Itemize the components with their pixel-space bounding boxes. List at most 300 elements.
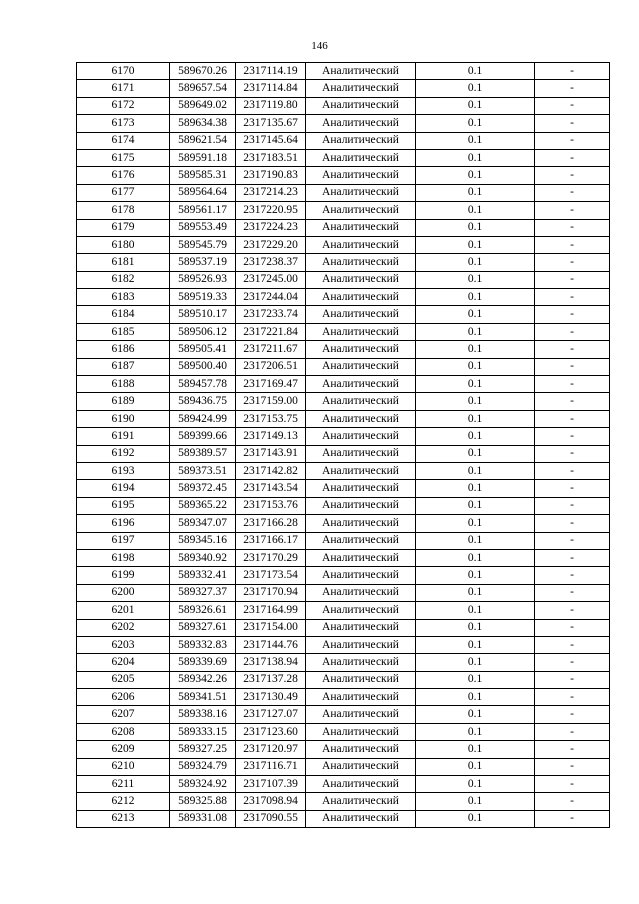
table-row — [77, 706, 610, 723]
point-number-cell: 6211 — [77, 776, 170, 793]
method-cell: Аналитический — [306, 115, 416, 132]
y-coordinate-cell: 2317137.28 — [236, 671, 306, 688]
accuracy-cell: 0.1 — [416, 149, 535, 166]
accuracy-cell: 0.1 — [416, 654, 535, 671]
method-cell: Аналитический — [306, 515, 416, 532]
point-number-cell: 6196 — [77, 515, 170, 532]
method-cell: Аналитический — [306, 689, 416, 706]
table-row — [77, 758, 610, 775]
table-row — [77, 532, 610, 549]
x-coordinate-cell: 589399.66 — [170, 428, 236, 445]
method-cell: Аналитический — [306, 810, 416, 827]
y-coordinate-cell: 2317144.76 — [236, 636, 306, 653]
point-number-cell: 6171 — [77, 80, 170, 97]
method-cell: Аналитический — [306, 532, 416, 549]
x-coordinate-cell: 589424.99 — [170, 410, 236, 427]
note-cell: - — [535, 602, 610, 619]
method-cell: Аналитический — [306, 619, 416, 636]
accuracy-cell: 0.1 — [416, 358, 535, 375]
note-cell: - — [535, 115, 610, 132]
accuracy-cell: 0.1 — [416, 80, 535, 97]
accuracy-cell: 0.1 — [416, 793, 535, 810]
point-number-cell: 6179 — [77, 219, 170, 236]
accuracy-cell: 0.1 — [416, 723, 535, 740]
point-number-cell: 6184 — [77, 306, 170, 323]
y-coordinate-cell: 2317170.29 — [236, 549, 306, 566]
table-row — [77, 202, 610, 219]
method-cell: Аналитический — [306, 289, 416, 306]
point-number-cell: 6194 — [77, 480, 170, 497]
table-row — [77, 115, 610, 132]
method-cell: Аналитический — [306, 654, 416, 671]
method-cell: Аналитический — [306, 723, 416, 740]
point-number-cell: 6199 — [77, 567, 170, 584]
x-coordinate-cell: 589585.31 — [170, 167, 236, 184]
x-coordinate-cell: 589526.93 — [170, 271, 236, 288]
table-row — [77, 567, 610, 584]
point-number-cell: 6189 — [77, 393, 170, 410]
note-cell: - — [535, 515, 610, 532]
y-coordinate-cell: 2317159.00 — [236, 393, 306, 410]
y-coordinate-cell: 2317149.13 — [236, 428, 306, 445]
y-coordinate-cell: 2317220.95 — [236, 202, 306, 219]
accuracy-cell: 0.1 — [416, 445, 535, 462]
note-cell: - — [535, 202, 610, 219]
point-number-cell: 6181 — [77, 254, 170, 271]
method-cell: Аналитический — [306, 202, 416, 219]
x-coordinate-cell: 589372.45 — [170, 480, 236, 497]
table-row — [77, 584, 610, 601]
point-number-cell: 6190 — [77, 410, 170, 427]
table-row — [77, 793, 610, 810]
y-coordinate-cell: 2317153.75 — [236, 410, 306, 427]
method-cell: Аналитический — [306, 462, 416, 479]
method-cell: Аналитический — [306, 358, 416, 375]
y-coordinate-cell: 2317154.00 — [236, 619, 306, 636]
note-cell: - — [535, 445, 610, 462]
method-cell: Аналитический — [306, 167, 416, 184]
method-cell: Аналитический — [306, 149, 416, 166]
table-row — [77, 184, 610, 201]
x-coordinate-cell: 589345.16 — [170, 532, 236, 549]
point-number-cell: 6202 — [77, 619, 170, 636]
method-cell: Аналитический — [306, 341, 416, 358]
accuracy-cell: 0.1 — [416, 376, 535, 393]
method-cell: Аналитический — [306, 132, 416, 149]
note-cell: - — [535, 393, 610, 410]
method-cell: Аналитический — [306, 63, 416, 80]
y-coordinate-cell: 2317206.51 — [236, 358, 306, 375]
accuracy-cell: 0.1 — [416, 706, 535, 723]
y-coordinate-cell: 2317244.04 — [236, 289, 306, 306]
table-row — [77, 445, 610, 462]
y-coordinate-cell: 2317090.55 — [236, 810, 306, 827]
table-row — [77, 358, 610, 375]
accuracy-cell: 0.1 — [416, 810, 535, 827]
accuracy-cell: 0.1 — [416, 132, 535, 149]
point-number-cell: 6180 — [77, 236, 170, 253]
x-coordinate-cell: 589670.26 — [170, 63, 236, 80]
point-number-cell: 6188 — [77, 376, 170, 393]
point-number-cell: 6182 — [77, 271, 170, 288]
table-row — [77, 219, 610, 236]
accuracy-cell: 0.1 — [416, 184, 535, 201]
point-number-cell: 6195 — [77, 497, 170, 514]
x-coordinate-cell: 589365.22 — [170, 497, 236, 514]
note-cell: - — [535, 810, 610, 827]
method-cell: Аналитический — [306, 445, 416, 462]
x-coordinate-cell: 589649.02 — [170, 97, 236, 114]
x-coordinate-cell: 589327.37 — [170, 584, 236, 601]
note-cell: - — [535, 97, 610, 114]
x-coordinate-cell: 589519.33 — [170, 289, 236, 306]
table-row — [77, 271, 610, 288]
table-row — [77, 80, 610, 97]
x-coordinate-cell: 589591.18 — [170, 149, 236, 166]
y-coordinate-cell: 2317130.49 — [236, 689, 306, 706]
point-number-cell: 6193 — [77, 462, 170, 479]
accuracy-cell: 0.1 — [416, 115, 535, 132]
table-row — [77, 636, 610, 653]
note-cell: - — [535, 167, 610, 184]
table-row — [77, 810, 610, 827]
y-coordinate-cell: 2317224.23 — [236, 219, 306, 236]
y-coordinate-cell: 2317098.94 — [236, 793, 306, 810]
method-cell: Аналитический — [306, 636, 416, 653]
table-row — [77, 254, 610, 271]
table-row — [77, 289, 610, 306]
x-coordinate-cell: 589338.16 — [170, 706, 236, 723]
accuracy-cell: 0.1 — [416, 741, 535, 758]
table-row — [77, 306, 610, 323]
x-coordinate-cell: 589342.26 — [170, 671, 236, 688]
table-row — [77, 776, 610, 793]
method-cell: Аналитический — [306, 376, 416, 393]
table-row — [77, 671, 610, 688]
accuracy-cell: 0.1 — [416, 167, 535, 184]
y-coordinate-cell: 2317116.71 — [236, 758, 306, 775]
table-row — [77, 515, 610, 532]
note-cell: - — [535, 132, 610, 149]
note-cell: - — [535, 289, 610, 306]
x-coordinate-cell: 589331.08 — [170, 810, 236, 827]
accuracy-cell: 0.1 — [416, 776, 535, 793]
method-cell: Аналитический — [306, 671, 416, 688]
accuracy-cell: 0.1 — [416, 63, 535, 80]
x-coordinate-cell: 589505.41 — [170, 341, 236, 358]
x-coordinate-cell: 589537.19 — [170, 254, 236, 271]
y-coordinate-cell: 2317170.94 — [236, 584, 306, 601]
y-coordinate-cell: 2317143.91 — [236, 445, 306, 462]
y-coordinate-cell: 2317238.37 — [236, 254, 306, 271]
table-row — [77, 167, 610, 184]
x-coordinate-cell: 589341.51 — [170, 689, 236, 706]
point-number-cell: 6174 — [77, 132, 170, 149]
x-coordinate-cell: 589545.79 — [170, 236, 236, 253]
point-number-cell: 6210 — [77, 758, 170, 775]
note-cell: - — [535, 358, 610, 375]
method-cell: Аналитический — [306, 793, 416, 810]
method-cell: Аналитический — [306, 480, 416, 497]
table-row — [77, 63, 610, 80]
note-cell: - — [535, 671, 610, 688]
note-cell: - — [535, 654, 610, 671]
accuracy-cell: 0.1 — [416, 758, 535, 775]
table-row — [77, 462, 610, 479]
table-row — [77, 376, 610, 393]
table-row — [77, 132, 610, 149]
point-number-cell: 6187 — [77, 358, 170, 375]
note-cell: - — [535, 219, 610, 236]
x-coordinate-cell: 589332.83 — [170, 636, 236, 653]
y-coordinate-cell: 2317135.67 — [236, 115, 306, 132]
y-coordinate-cell: 2317190.83 — [236, 167, 306, 184]
method-cell: Аналитический — [306, 184, 416, 201]
table-row — [77, 480, 610, 497]
accuracy-cell: 0.1 — [416, 689, 535, 706]
note-cell: - — [535, 341, 610, 358]
note-cell: - — [535, 619, 610, 636]
y-coordinate-cell: 2317214.23 — [236, 184, 306, 201]
accuracy-cell: 0.1 — [416, 462, 535, 479]
table-row — [77, 689, 610, 706]
note-cell: - — [535, 567, 610, 584]
note-cell: - — [535, 549, 610, 566]
table-row — [77, 619, 610, 636]
coordinates-table — [76, 62, 610, 828]
note-cell: - — [535, 376, 610, 393]
method-cell: Аналитический — [306, 80, 416, 97]
point-number-cell: 6197 — [77, 532, 170, 549]
note-cell: - — [535, 636, 610, 653]
table-row — [77, 410, 610, 427]
note-cell: - — [535, 271, 610, 288]
accuracy-cell: 0.1 — [416, 323, 535, 340]
accuracy-cell: 0.1 — [416, 306, 535, 323]
x-coordinate-cell: 589621.54 — [170, 132, 236, 149]
note-cell: - — [535, 497, 610, 514]
x-coordinate-cell: 589324.79 — [170, 758, 236, 775]
point-number-cell: 6209 — [77, 741, 170, 758]
accuracy-cell: 0.1 — [416, 97, 535, 114]
y-coordinate-cell: 2317123.60 — [236, 723, 306, 740]
y-coordinate-cell: 2317173.54 — [236, 567, 306, 584]
point-number-cell: 6201 — [77, 602, 170, 619]
x-coordinate-cell: 589657.54 — [170, 80, 236, 97]
x-coordinate-cell: 589564.64 — [170, 184, 236, 201]
point-number-cell: 6204 — [77, 654, 170, 671]
y-coordinate-cell: 2317221.84 — [236, 323, 306, 340]
x-coordinate-cell: 589457.78 — [170, 376, 236, 393]
y-coordinate-cell: 2317233.74 — [236, 306, 306, 323]
y-coordinate-cell: 2317229.20 — [236, 236, 306, 253]
y-coordinate-cell: 2317107.39 — [236, 776, 306, 793]
y-coordinate-cell: 2317166.17 — [236, 532, 306, 549]
note-cell: - — [535, 428, 610, 445]
note-cell: - — [535, 758, 610, 775]
method-cell: Аналитический — [306, 254, 416, 271]
point-number-cell: 6185 — [77, 323, 170, 340]
accuracy-cell: 0.1 — [416, 567, 535, 584]
x-coordinate-cell: 589324.92 — [170, 776, 236, 793]
note-cell: - — [535, 63, 610, 80]
x-coordinate-cell: 589339.69 — [170, 654, 236, 671]
x-coordinate-cell: 589332.41 — [170, 567, 236, 584]
table-row — [77, 341, 610, 358]
x-coordinate-cell: 589326.61 — [170, 602, 236, 619]
method-cell: Аналитический — [306, 776, 416, 793]
note-cell: - — [535, 149, 610, 166]
x-coordinate-cell: 589561.17 — [170, 202, 236, 219]
x-coordinate-cell: 589506.12 — [170, 323, 236, 340]
point-number-cell: 6200 — [77, 584, 170, 601]
table-row — [77, 323, 610, 340]
page-number: 146 — [311, 40, 328, 52]
x-coordinate-cell: 589327.25 — [170, 741, 236, 758]
note-cell: - — [535, 410, 610, 427]
accuracy-cell: 0.1 — [416, 532, 535, 549]
accuracy-cell: 0.1 — [416, 497, 535, 514]
accuracy-cell: 0.1 — [416, 428, 535, 445]
point-number-cell: 6186 — [77, 341, 170, 358]
point-number-cell: 6177 — [77, 184, 170, 201]
table-row — [77, 549, 610, 566]
point-number-cell: 6205 — [77, 671, 170, 688]
point-number-cell: 6208 — [77, 723, 170, 740]
table-row — [77, 741, 610, 758]
point-number-cell: 6178 — [77, 202, 170, 219]
accuracy-cell: 0.1 — [416, 480, 535, 497]
point-number-cell: 6207 — [77, 706, 170, 723]
point-number-cell: 6198 — [77, 549, 170, 566]
y-coordinate-cell: 2317142.82 — [236, 462, 306, 479]
note-cell: - — [535, 323, 610, 340]
y-coordinate-cell: 2317114.19 — [236, 63, 306, 80]
point-number-cell: 6176 — [77, 167, 170, 184]
point-number-cell: 6206 — [77, 689, 170, 706]
x-coordinate-cell: 589500.40 — [170, 358, 236, 375]
method-cell: Аналитический — [306, 97, 416, 114]
x-coordinate-cell: 589333.15 — [170, 723, 236, 740]
method-cell: Аналитический — [306, 428, 416, 445]
y-coordinate-cell: 2317183.51 — [236, 149, 306, 166]
y-coordinate-cell: 2317169.47 — [236, 376, 306, 393]
point-number-cell: 6173 — [77, 115, 170, 132]
note-cell: - — [535, 236, 610, 253]
point-number-cell: 6172 — [77, 97, 170, 114]
note-cell: - — [535, 532, 610, 549]
note-cell: - — [535, 254, 610, 271]
y-coordinate-cell: 2317153.76 — [236, 497, 306, 514]
point-number-cell: 6175 — [77, 149, 170, 166]
point-number-cell: 6212 — [77, 793, 170, 810]
accuracy-cell: 0.1 — [416, 619, 535, 636]
point-number-cell: 6192 — [77, 445, 170, 462]
method-cell: Аналитический — [306, 323, 416, 340]
table-row — [77, 97, 610, 114]
table-row — [77, 654, 610, 671]
y-coordinate-cell: 2317164.99 — [236, 602, 306, 619]
method-cell: Аналитический — [306, 602, 416, 619]
x-coordinate-cell: 589389.57 — [170, 445, 236, 462]
method-cell: Аналитический — [306, 271, 416, 288]
method-cell: Аналитический — [306, 306, 416, 323]
x-coordinate-cell: 589436.75 — [170, 393, 236, 410]
note-cell: - — [535, 480, 610, 497]
note-cell: - — [535, 723, 610, 740]
accuracy-cell: 0.1 — [416, 602, 535, 619]
accuracy-cell: 0.1 — [416, 549, 535, 566]
table-row — [77, 236, 610, 253]
method-cell: Аналитический — [306, 741, 416, 758]
method-cell: Аналитический — [306, 236, 416, 253]
table-row — [77, 602, 610, 619]
x-coordinate-cell: 589373.51 — [170, 462, 236, 479]
note-cell: - — [535, 80, 610, 97]
accuracy-cell: 0.1 — [416, 254, 535, 271]
table-row — [77, 723, 610, 740]
point-number-cell: 6203 — [77, 636, 170, 653]
accuracy-cell: 0.1 — [416, 202, 535, 219]
point-number-cell: 6183 — [77, 289, 170, 306]
y-coordinate-cell: 2317211.67 — [236, 341, 306, 358]
accuracy-cell: 0.1 — [416, 219, 535, 236]
method-cell: Аналитический — [306, 219, 416, 236]
y-coordinate-cell: 2317138.94 — [236, 654, 306, 671]
method-cell: Аналитический — [306, 584, 416, 601]
y-coordinate-cell: 2317120.97 — [236, 741, 306, 758]
note-cell: - — [535, 184, 610, 201]
method-cell: Аналитический — [306, 393, 416, 410]
accuracy-cell: 0.1 — [416, 341, 535, 358]
note-cell: - — [535, 776, 610, 793]
method-cell: Аналитический — [306, 758, 416, 775]
accuracy-cell: 0.1 — [416, 636, 535, 653]
x-coordinate-cell: 589634.38 — [170, 115, 236, 132]
note-cell: - — [535, 706, 610, 723]
y-coordinate-cell: 2317245.00 — [236, 271, 306, 288]
method-cell: Аналитический — [306, 410, 416, 427]
coordinates-table-body — [77, 63, 610, 828]
accuracy-cell: 0.1 — [416, 289, 535, 306]
note-cell: - — [535, 306, 610, 323]
method-cell: Аналитический — [306, 497, 416, 514]
x-coordinate-cell: 589510.17 — [170, 306, 236, 323]
accuracy-cell: 0.1 — [416, 671, 535, 688]
y-coordinate-cell: 2317119.80 — [236, 97, 306, 114]
point-number-cell: 6170 — [77, 63, 170, 80]
accuracy-cell: 0.1 — [416, 410, 535, 427]
x-coordinate-cell: 589325.88 — [170, 793, 236, 810]
x-coordinate-cell: 589347.07 — [170, 515, 236, 532]
point-number-cell: 6191 — [77, 428, 170, 445]
table-row — [77, 393, 610, 410]
note-cell: - — [535, 741, 610, 758]
accuracy-cell: 0.1 — [416, 236, 535, 253]
method-cell: Аналитический — [306, 706, 416, 723]
note-cell: - — [535, 689, 610, 706]
method-cell: Аналитический — [306, 567, 416, 584]
x-coordinate-cell: 589327.61 — [170, 619, 236, 636]
y-coordinate-cell: 2317114.84 — [236, 80, 306, 97]
y-coordinate-cell: 2317143.54 — [236, 480, 306, 497]
note-cell: - — [535, 584, 610, 601]
method-cell: Аналитический — [306, 549, 416, 566]
x-coordinate-cell: 589553.49 — [170, 219, 236, 236]
table-row — [77, 497, 610, 514]
note-cell: - — [535, 793, 610, 810]
table-row — [77, 149, 610, 166]
